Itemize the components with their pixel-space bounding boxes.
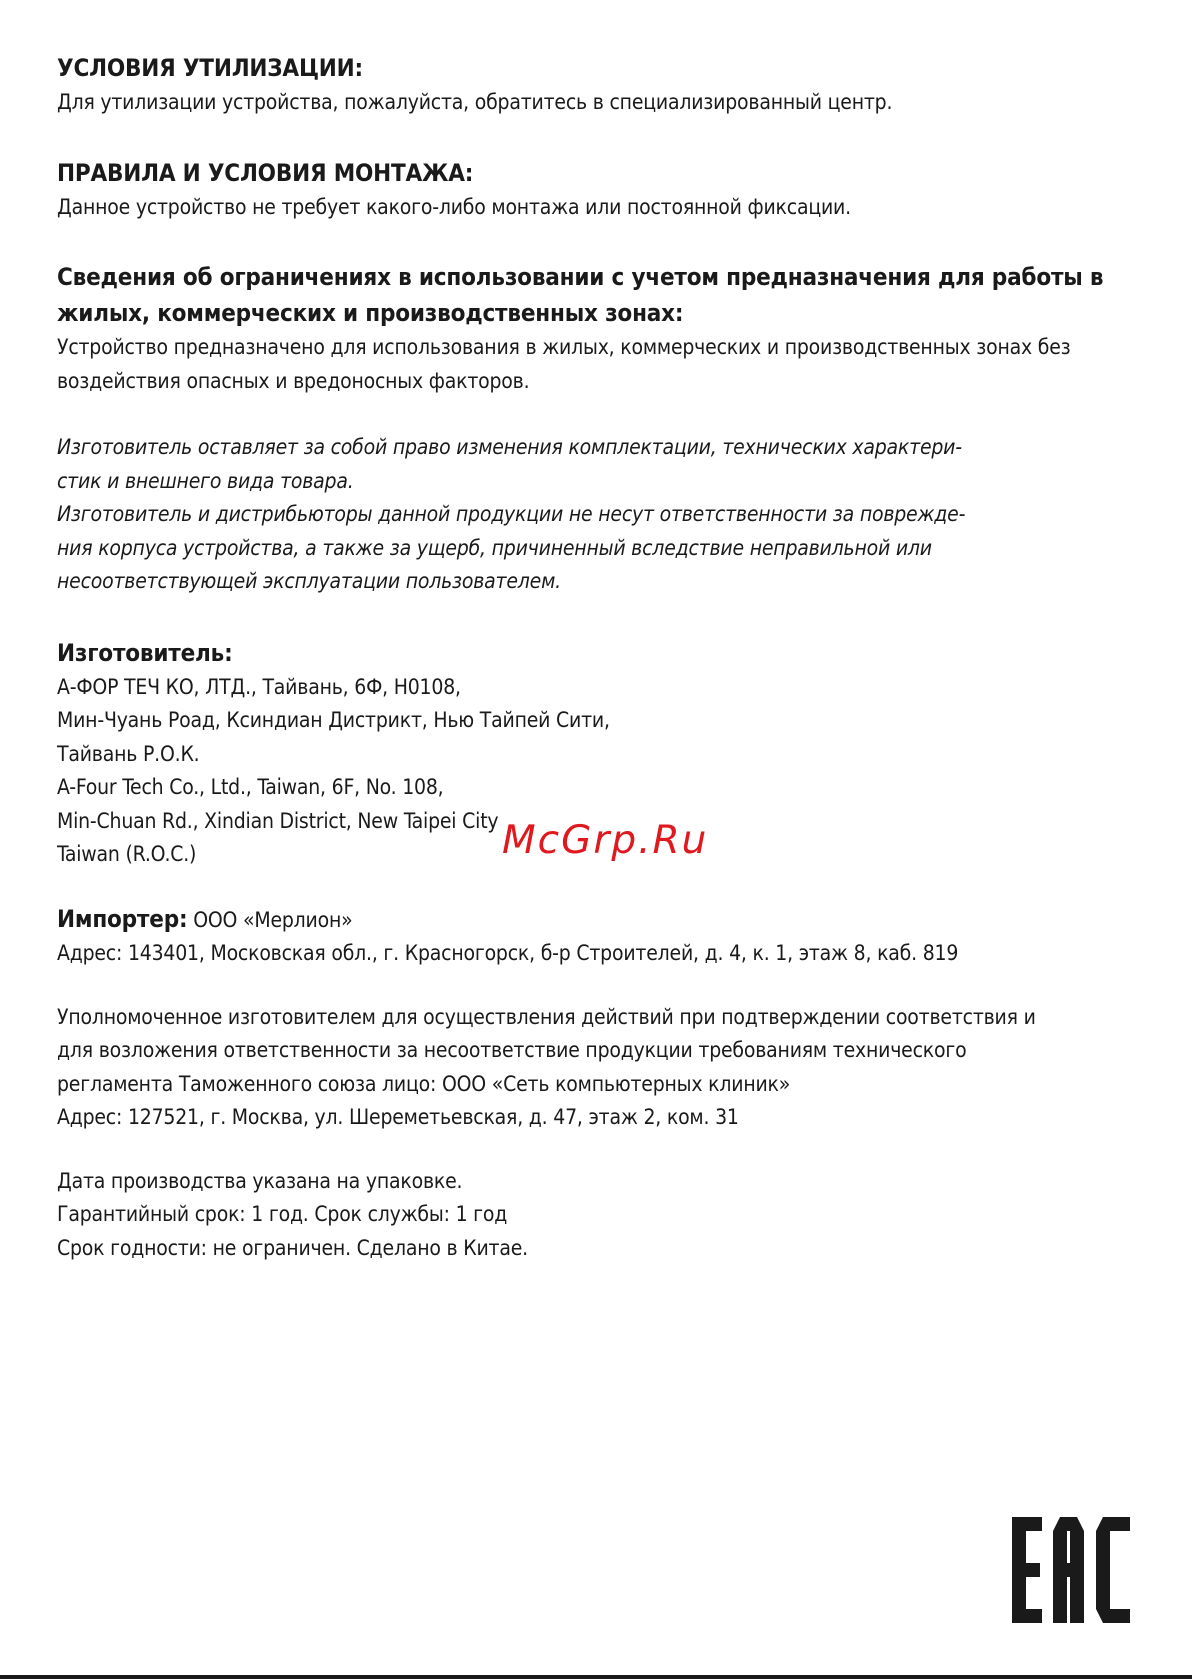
restrictions-section (57, 259, 1157, 398)
restrictions-heading-line1: Сведения об ограничениях в использовании с учетом предназначения для работы в (57, 263, 1104, 291)
disclaimer-line: стик и внешнего вида товара. (57, 468, 354, 493)
disclaimer-line: Изготовитель оставляет за собой право изменения комплектации, технических характери- (57, 435, 962, 459)
mounting-section (57, 155, 1157, 225)
eac-logo-icon (1012, 1517, 1130, 1623)
mounting-heading: ПРАВИЛА И УСЛОВИЯ МОНТАЖА: (57, 158, 474, 187)
production-line: Гарантийный срок: 1 год. Срок службы: 1 год (57, 1202, 508, 1226)
authorized-address: Адрес: 127521, г. Москва, ул. Шереметьевская, д. 47, этаж 2, ком. 31 (57, 1105, 739, 1129)
bottom-rule (0, 1675, 1192, 1679)
manufacturer-line: Мин-Чуань Роад, Ксиндиан Дистрикт, Нью Тайпей Сити, (57, 708, 610, 732)
importer-section (57, 903, 1157, 971)
manufacturer-line: А-ФОР ТЕЧ КО, ЛТД., Тайвань, 6Ф, Н0108, (57, 674, 461, 699)
importer-label: Импортер: (57, 904, 188, 933)
production-section (57, 1165, 1157, 1266)
production-line: Срок годности: не ограничен. Сделано в Китае. (57, 1235, 528, 1260)
manufacturer-line: Min-Chuan Rd., Xindian District, New Taipei City (57, 808, 499, 833)
importer-address: Адрес: 143401, Московская обл., г. Красногорск, б-р Строителей, д. 4, к. 1, этаж 8, каб. 819 (57, 941, 959, 965)
production-line: Дата производства указана на упаковке. (57, 1168, 463, 1193)
manufacturer-line: A-Four Tech Co., Ltd., Taiwan, 6F, No. 108, (57, 775, 444, 799)
authorized-line: Уполномоченное изготовителем для осуществления действий при подтверждении соответствия и (57, 1004, 1036, 1029)
authorized-line: регламента Таможенного союза лицо: ООО «Сеть компьютерных клиник» (57, 1071, 791, 1096)
disclaimer-line: ния корпуса устройства, а также за ущерб, причиненный вследствие неправильной или (57, 535, 932, 560)
importer-name: ООО «Мерлион» (187, 907, 353, 932)
restrictions-heading-line2: жилых, коммерческих и производственных зонах: (57, 299, 684, 327)
disclaimer-section (57, 431, 1157, 599)
disposal-section (57, 50, 1157, 120)
disclaimer-line: Изготовитель и дистрибьюторы данной продукции не несут ответственности за поврежде- (57, 502, 966, 526)
disposal-heading: УСЛОВИЯ УТИЛИЗАЦИИ: (57, 54, 363, 82)
mounting-text: Данное устройство не требует какого-либо монтажа или постоянной фиксации. (57, 194, 851, 219)
authorized-line: для возложения ответственности за несоответствие продукции требованиям технического (57, 1038, 967, 1062)
manufacturer-line: Taiwan (R.O.C.) (57, 842, 197, 866)
restrictions-text-line1: Устройство предназначено для использования в жилых, коммерческих и производственных зонах без (57, 335, 1071, 359)
manufacturer-heading: Изготовитель: (57, 638, 233, 667)
authorized-section (57, 1001, 1157, 1135)
watermark: McGrp.Ru (502, 818, 709, 863)
importer-line (57, 903, 1157, 938)
disposal-text: Для утилизации устройства, пожалуйста, обратитесь в специализированный центр. (57, 90, 893, 114)
document-page (57, 50, 1157, 1265)
restrictions-text-line2: воздействия опасных и вредоносных факторов. (57, 368, 530, 393)
disclaimer-line: несоответствующей эксплуатации пользователем. (57, 569, 561, 593)
manufacturer-line: Тайвань Р.О.К. (57, 741, 200, 766)
